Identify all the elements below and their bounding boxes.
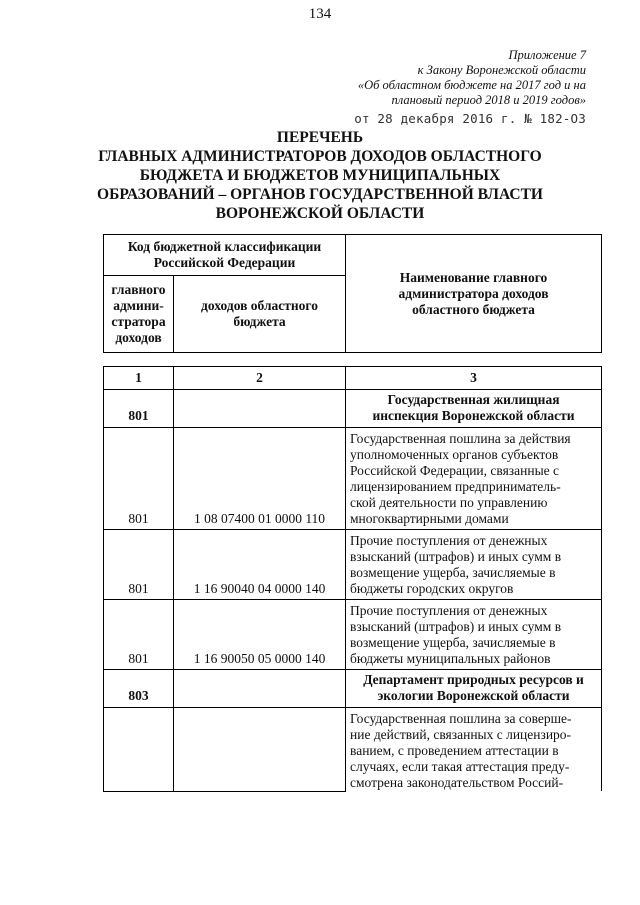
admin-code: 801 <box>104 530 174 600</box>
appendix-line: «Об областном бюджете на 2017 год и на <box>357 78 586 92</box>
column-numbers-row <box>104 367 602 390</box>
title-line: ВОРОНЕЖСКОЙ ОБЛАСТИ <box>215 205 425 222</box>
income-code <box>174 390 346 428</box>
income-code: 1 16 90040 04 0000 140 <box>174 530 346 600</box>
agency-name: Департамент природных ресурсов и экологии Воронежской области <box>346 670 602 708</box>
column-number: 1 <box>104 367 174 390</box>
header-table <box>103 234 602 353</box>
income-code: 1 08 07400 01 0000 110 <box>174 428 346 530</box>
column-number: 2 <box>174 367 346 390</box>
admin-code: 801 <box>104 390 174 428</box>
title-line: ОБРАЗОВАНИЙ – ОРГАНОВ ГОСУДАРСТВЕННОЙ ВЛАСТИ <box>97 186 543 203</box>
income-code: 1 16 90050 05 0000 140 <box>174 600 346 670</box>
income-description: Государственная пошлина за действия уполномоченных органов субъектов Российской Федерации, связанные с лицензированием предприниматель- ской деятельности по управлению многоквартирными домами <box>346 428 602 530</box>
income-code <box>174 670 346 708</box>
appendix-note <box>358 48 586 108</box>
income-column-header: доходов областного бюджета <box>174 276 346 353</box>
income-code <box>174 708 346 792</box>
agency-name: Государственная жилищная инспекция Воронежской области <box>346 390 602 428</box>
income-row-continued <box>104 708 602 792</box>
appendix-line: Приложение 7 <box>508 48 586 62</box>
admin-code: 803 <box>104 670 174 708</box>
title-line: ПЕРЕЧЕНЬ <box>276 129 364 146</box>
law-date-stamp: от 28 декабря 2016 г. № 182-ОЗ <box>354 111 586 126</box>
admin-code <box>104 708 174 792</box>
admin-column-header: главного админи- стратора доходов <box>104 276 174 353</box>
income-description: Прочие поступления от денежных взысканий (штрафов) и иных сумм в возмещение ущерба, зачисляемые в бюджеты городских округов <box>346 530 602 600</box>
income-row <box>104 600 602 670</box>
kbk-group-header: Код бюджетной классификации Российской Федерации <box>104 235 346 276</box>
agency-row <box>104 670 602 708</box>
title-line: БЮДЖЕТА И БЮДЖЕТОВ МУНИЦИПАЛЬНЫХ <box>139 167 501 184</box>
income-description: Прочие поступления от денежных взысканий (штрафов) и иных сумм в возмещение ущерба, зачисляемые в бюджеты муниципальных районов <box>346 600 602 670</box>
administrators-table <box>103 366 602 792</box>
appendix-line: к Закону Воронежской области <box>417 63 586 77</box>
appendix-line: плановый период 2018 и 2019 годов» <box>391 93 586 107</box>
admin-code: 801 <box>104 600 174 670</box>
document-title <box>90 128 550 223</box>
title-line: ГЛАВНЫХ АДМИНИСТРАТОРОВ ДОХОДОВ ОБЛАСТНОГО <box>98 148 542 165</box>
income-row <box>104 428 602 530</box>
column-number: 3 <box>346 367 602 390</box>
income-description: Государственная пошлина за соверше- ние действий, связанных с лицензиро- ванием, с проведением аттестации в случаях, если такая аттестация преду- смотрена законодательством Россий- <box>346 708 602 792</box>
name-column-header: Наименование главного администратора доходов областного бюджета <box>346 235 602 353</box>
admin-code: 801 <box>104 428 174 530</box>
income-row <box>104 530 602 600</box>
agency-row <box>104 390 602 428</box>
page-number: 134 <box>308 6 332 22</box>
